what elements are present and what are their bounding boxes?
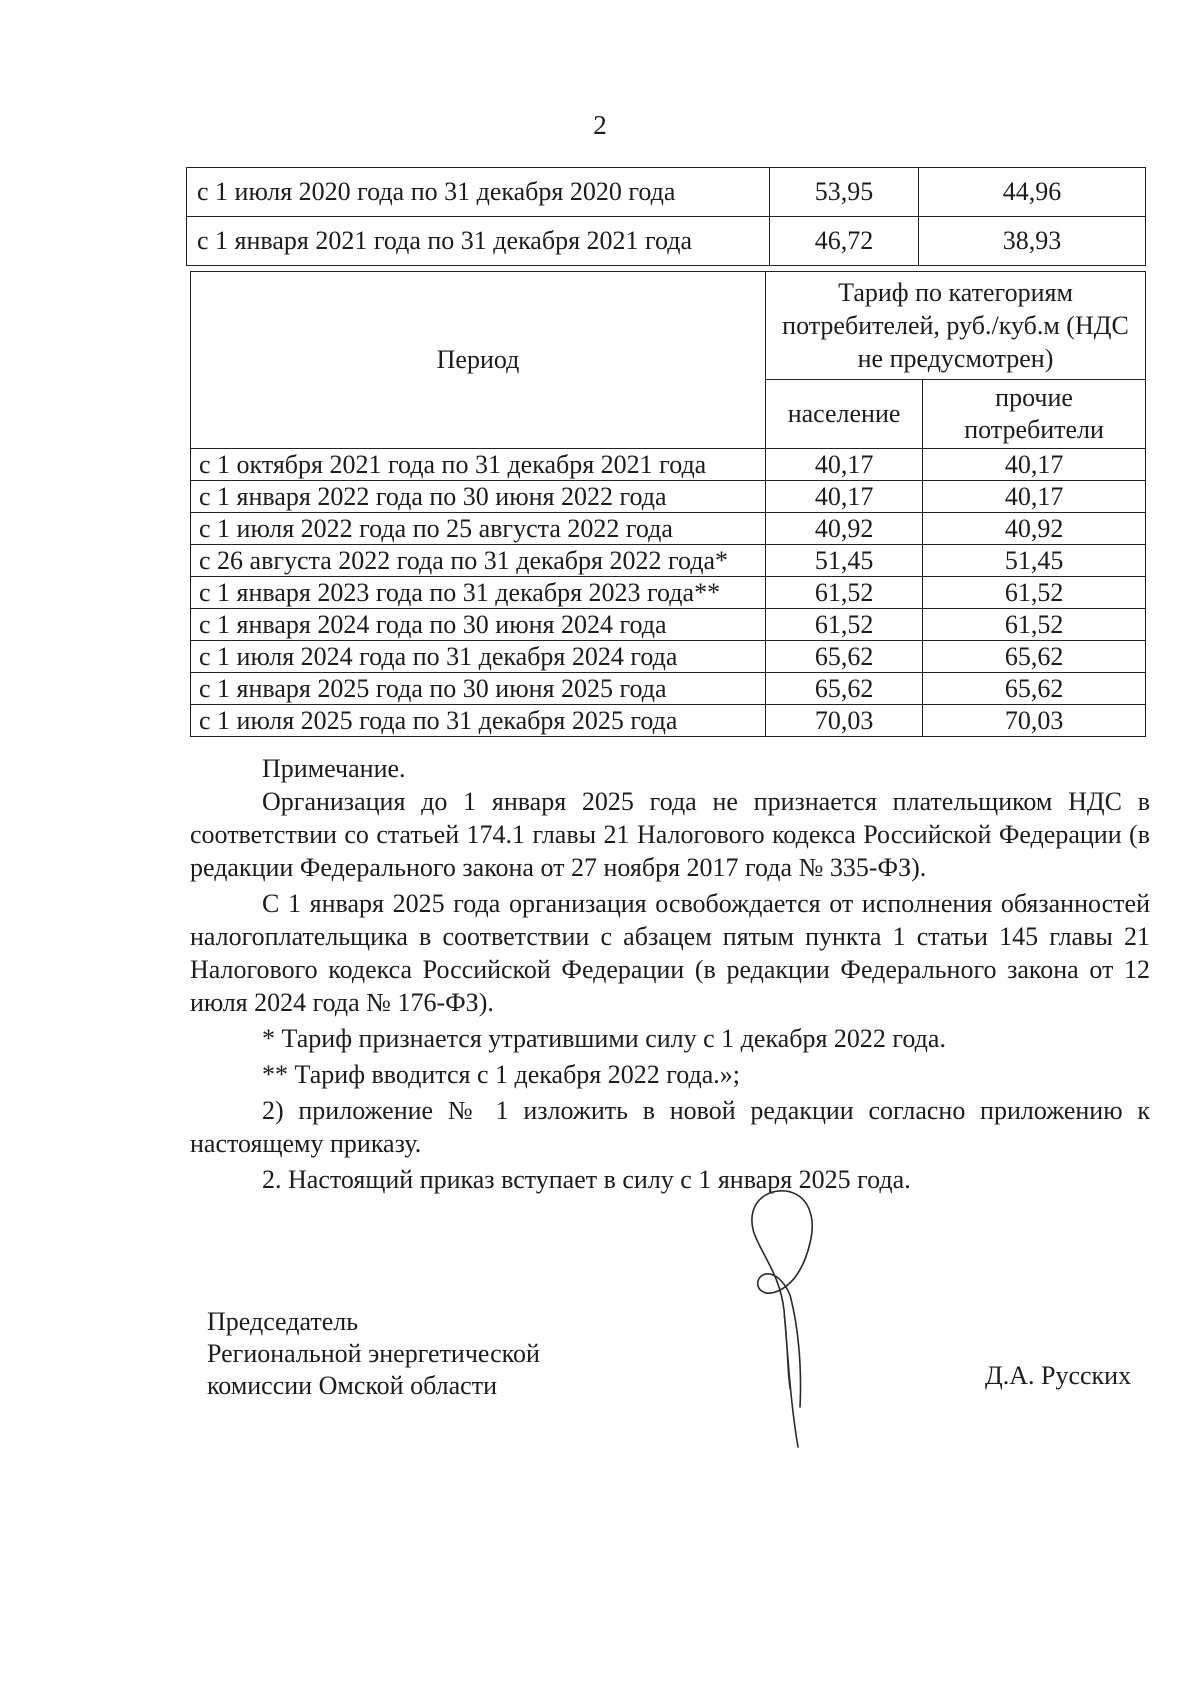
tariff-other-cell: 61,52 xyxy=(923,577,1146,609)
period-cell: с 1 июля 2024 года по 31 декабря 2024 года xyxy=(191,641,766,673)
tariff-other-cell: 65,62 xyxy=(923,673,1146,705)
period-cell: с 1 октября 2021 года по 31 декабря 2021 года xyxy=(191,449,766,481)
order-item-2: 2) приложение № 1 изложить в новой редакции согласно приложению к настоящему приказу. xyxy=(190,1096,1150,1158)
tariff-population-cell: 61,52 xyxy=(766,577,923,609)
tariff-other-cell: 40,92 xyxy=(923,513,1146,545)
table-row xyxy=(191,705,1146,737)
notes-section xyxy=(190,752,1150,1196)
tariff-other-cell: 51,45 xyxy=(923,545,1146,577)
handwritten-signature xyxy=(740,1185,860,1455)
period-cell: с 1 января 2023 года по 31 декабря 2023 года** xyxy=(191,577,766,609)
footnote-1: * Тариф признается утратившими силу с 1 декабря 2022 года. xyxy=(262,1024,946,1053)
tariff-population-cell: 40,17 xyxy=(766,481,923,513)
tariff-other-cell: 44,96 xyxy=(919,168,1146,217)
period-cell: с 1 июля 2025 года по 31 декабря 2025 года xyxy=(191,705,766,737)
page-number: 2 xyxy=(593,110,607,140)
tariff-population-cell: 65,62 xyxy=(766,641,923,673)
tariff-other-cell: 38,93 xyxy=(919,217,1146,266)
tariff-other-cell: 40,17 xyxy=(923,449,1146,481)
final-clause: 2. Настоящий приказ вступает в силу с 1 января 2025 года. xyxy=(262,1165,911,1194)
tariff-table-continued xyxy=(186,167,1146,266)
table-row xyxy=(191,545,1146,577)
signatory-title xyxy=(207,1306,540,1402)
footnote-2: ** Тариф вводится с 1 декабря 2022 года.»; xyxy=(262,1060,741,1089)
tariff-other-cell: 65,62 xyxy=(923,641,1146,673)
header-period: Период xyxy=(191,272,766,449)
table-row xyxy=(191,513,1146,545)
header-other-consumers: прочие потребители xyxy=(923,380,1146,449)
notes-title: Примечание. xyxy=(262,754,406,783)
table-row xyxy=(191,449,1146,481)
table-row xyxy=(187,217,1146,266)
signatory-line-1: Председатель xyxy=(207,1307,359,1336)
tariff-population-cell: 51,45 xyxy=(766,545,923,577)
period-cell: с 1 июля 2022 года по 25 августа 2022 года xyxy=(191,513,766,545)
signatory-name: Д.А. Русских xyxy=(985,1361,1132,1390)
tariff-population-cell: 46,72 xyxy=(770,217,919,266)
tariff-population-cell: 61,52 xyxy=(766,609,923,641)
period-cell: с 1 января 2024 года по 30 июня 2024 года xyxy=(191,609,766,641)
table-row xyxy=(191,481,1146,513)
table-row xyxy=(191,577,1146,609)
tariff-other-cell: 70,03 xyxy=(923,705,1146,737)
header-tariff: Тариф по категориям потребителей, руб./куб.м (НДС не предусмотрен) xyxy=(766,272,1146,380)
period-cell: с 1 июля 2020 года по 31 декабря 2020 года xyxy=(187,168,770,217)
note-paragraph-vat: Организация до 1 января 2025 года не признается плательщиком НДС в соответствии со статьей 174.1 главы 21 Налогового кодекса Российской Федерации (в редакции Федерального закона от 27 ноября 2017 года № 335-ФЗ). xyxy=(190,787,1150,882)
signatory-line-2: Региональной энергетической xyxy=(207,1339,540,1368)
header-population: население xyxy=(766,380,923,449)
tariff-population-cell: 40,92 xyxy=(766,513,923,545)
signatory-line-3: комиссии Омской области xyxy=(207,1371,497,1400)
note-paragraph-exemption: С 1 января 2025 года организация освобождается от исполнения обязанностей налогоплательщика в соответствии с абзацем пятым пункта 1 статьи 145 главы 21 Налогового кодекса Российской Федерации (в редакции Федерального закона от 12 июля 2024 года № 176-ФЗ). xyxy=(190,889,1150,1017)
period-cell: с 1 января 2021 года по 31 декабря 2021 года xyxy=(187,217,770,266)
tariff-population-cell: 70,03 xyxy=(766,705,923,737)
tariff-other-cell: 61,52 xyxy=(923,609,1146,641)
tariff-table xyxy=(190,271,1146,737)
period-cell: с 1 января 2025 года по 30 июня 2025 года xyxy=(191,673,766,705)
tariff-population-cell: 53,95 xyxy=(770,168,919,217)
table-row xyxy=(191,609,1146,641)
period-cell: с 26 августа 2022 года по 31 декабря 2022 года* xyxy=(191,545,766,577)
tariff-other-cell: 40,17 xyxy=(923,481,1146,513)
period-cell: с 1 января 2022 года по 30 июня 2022 года xyxy=(191,481,766,513)
tariff-population-cell: 40,17 xyxy=(766,449,923,481)
table-row xyxy=(191,673,1146,705)
tariff-population-cell: 65,62 xyxy=(766,673,923,705)
table-row xyxy=(191,641,1146,673)
table-row xyxy=(187,168,1146,217)
